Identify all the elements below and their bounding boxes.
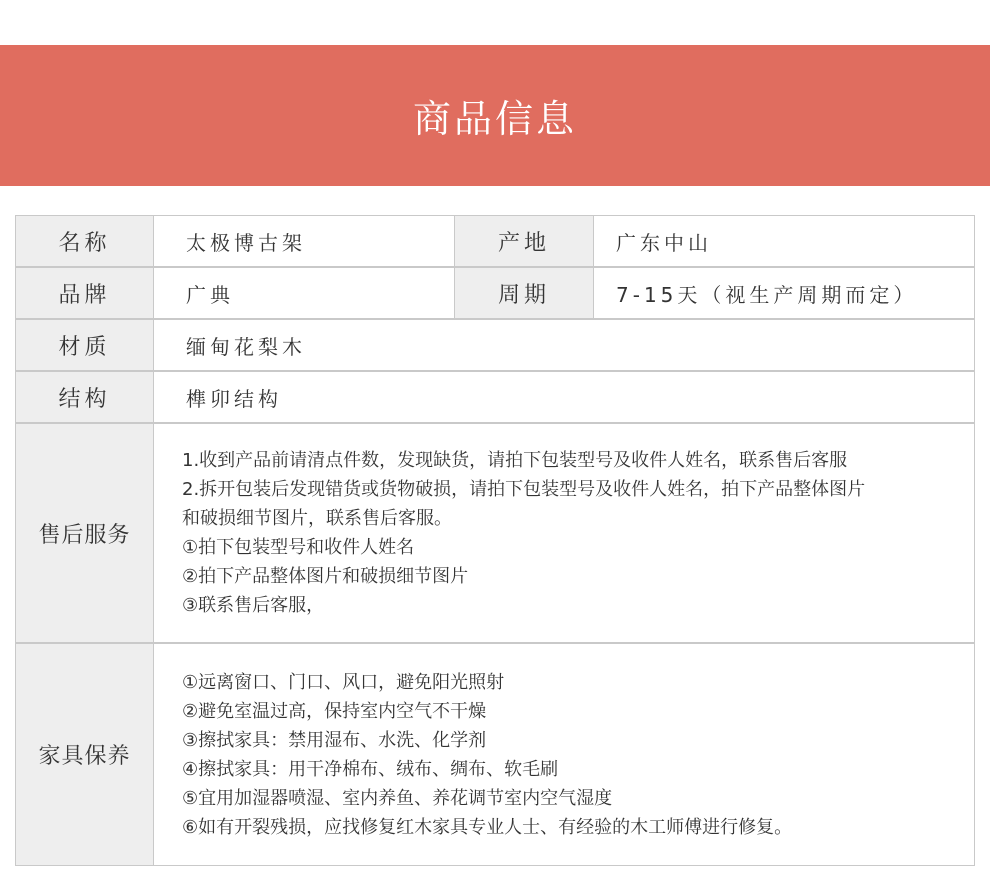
table-row-brand-period — [16, 268, 974, 320]
table-row-after-sales — [16, 424, 974, 644]
after-sales-line: 1.收到产品前请清点件数，发现缺货，请拍下包装型号及收件人姓名，联系售后客服 — [182, 450, 848, 471]
care-line: ⑤宜用加湿器喷湿、室内养鱼、养花调节室内空气湿度 — [182, 787, 613, 809]
brand-label: 品牌 — [16, 268, 154, 318]
care-label: 家具保养 — [16, 644, 154, 865]
product-info-table — [15, 215, 975, 866]
name-label: 名称 — [16, 216, 154, 266]
page-title: 商品信息 — [412, 97, 577, 141]
after-sales-line: ②拍下产品整体图片和破损细节图片 — [182, 566, 469, 587]
after-sales-line: 2.拆开包装后发现错货或货物破损，请拍下包装型号及收件人姓名，拍下产品整体图片 — [182, 479, 866, 500]
care-line: ③擦拭家具：禁用湿布、水洗、化学剂 — [182, 729, 487, 751]
period-value: 7-15天（视生产周期而定） — [616, 282, 918, 307]
structure-label: 结构 — [16, 372, 154, 422]
after-sales-line: 和破损细节图片，联系售后客服。 — [182, 508, 452, 529]
after-sales-line: ③联系售后客服， — [182, 595, 325, 616]
care-line: ⑥如有开裂残损，应找修复红木家具专业人士、有经验的木工师傅进行修复。 — [182, 816, 793, 838]
material-value: 缅甸花梨木 — [186, 334, 306, 359]
table-row-structure — [16, 372, 974, 424]
material-label: 材质 — [16, 320, 154, 370]
care-line: ④擦拭家具：用干净棉布、绒布、绸布、软毛刷 — [182, 758, 559, 780]
header-banner — [0, 45, 990, 186]
structure-value: 榫卯结构 — [186, 386, 282, 411]
after-sales-label: 售后服务 — [16, 424, 154, 642]
care-line: ②避免室温过高，保持室内空气不干燥 — [182, 700, 487, 722]
after-sales-line: ①拍下包装型号和收件人姓名 — [182, 537, 415, 558]
origin-label: 产地 — [455, 216, 594, 266]
care-text — [154, 644, 974, 865]
origin-value: 广东中山 — [616, 230, 712, 255]
table-row-name-origin — [16, 216, 974, 268]
table-row-care — [16, 644, 974, 865]
table-row-material — [16, 320, 974, 372]
period-label: 周期 — [455, 268, 594, 318]
name-value: 太极博古架 — [154, 216, 455, 266]
after-sales-text — [154, 424, 974, 642]
brand-value: 广典 — [154, 268, 455, 318]
care-line: ①远离窗口、门口、风口，避免阳光照射 — [182, 671, 505, 693]
